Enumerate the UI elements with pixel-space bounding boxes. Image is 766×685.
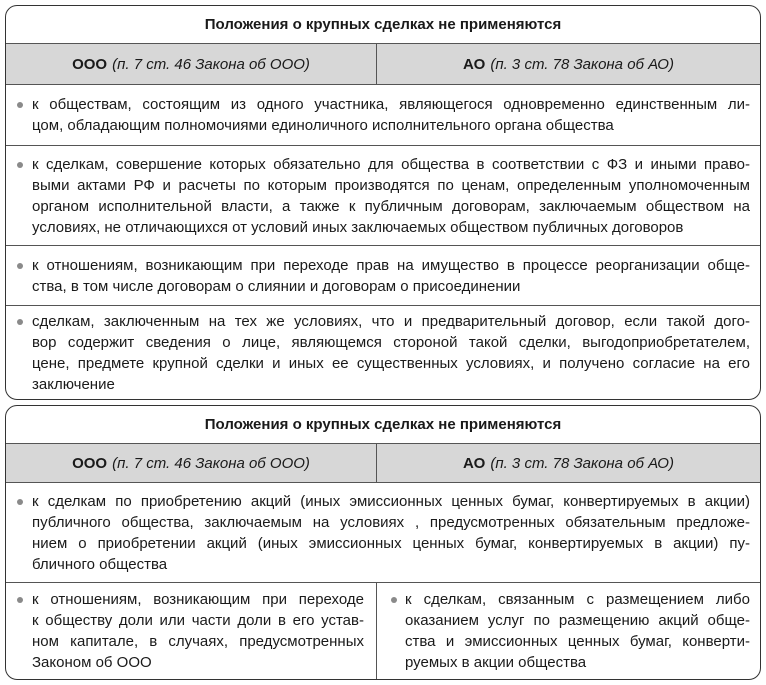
list-item-text (32, 154, 750, 238)
column-name: ООО (72, 454, 108, 472)
list-item-content (17, 94, 750, 136)
list-item-content (17, 255, 750, 297)
text-line: к сделкам, совершение которых обязательно для общества в соответствии с ФЗ и иными право- (32, 155, 750, 173)
list-item-text (32, 311, 750, 395)
text-line: условиях, не отличающихся от условий иных заключаемых обществом публичных договоров (32, 218, 684, 236)
column-name: АО (463, 454, 486, 472)
list-item (6, 146, 760, 246)
text-line: вор содержит сведения о лице, являющемся стороной такой сделки, выгодоприобретателем, (32, 333, 750, 351)
list-item (6, 306, 760, 399)
list-item-content (17, 154, 750, 238)
column-header-ooo (6, 444, 376, 482)
column-reference: (п. 3 ст. 78 Закона об АО) (490, 55, 674, 73)
text-line: к отношениям, возникающим при переходе (32, 591, 364, 608)
text-line: бличного общества (32, 555, 168, 573)
bullet-icon (391, 597, 397, 603)
text-line: руемых в акции общества (405, 654, 587, 671)
text-line: ства, в том числе договорам о слиянии и договорам о присоединении (32, 277, 521, 295)
list-item (6, 85, 760, 146)
list-item-text (32, 589, 364, 673)
text-line: к обществу доли или части доли в его устав- (32, 612, 364, 629)
list-item-text (405, 589, 750, 673)
ao-column-cell (376, 583, 760, 679)
column-header-ao (376, 444, 760, 482)
text-line: к отношениям, возникающим при переходе прав на имущество в процессе реорганизации обще- (32, 256, 750, 274)
list-item-content (17, 311, 750, 395)
column-reference: (п. 3 ст. 78 Закона об АО) (490, 454, 674, 472)
text-line: ства и эмиссионных ценных бумаг, конверти- (405, 633, 750, 650)
bullet-icon (17, 597, 23, 603)
table-title: Положения о крупных сделках не применяются (6, 6, 760, 44)
bullet-icon (17, 102, 23, 108)
list-item (6, 483, 760, 583)
column-reference: (п. 7 ст. 46 Закона об ООО) (112, 55, 310, 73)
column-name: ООО (72, 55, 108, 73)
column-specific-row (6, 583, 760, 679)
list-item-content (17, 589, 364, 673)
text-line: ном капитале, в случаях, предусмотренных (32, 633, 364, 650)
table-title: Положения о крупных сделках не применяются (6, 406, 760, 444)
list-item-text (32, 94, 750, 136)
text-line: цене, предмете крупной сделки и иных ее существенных условиях, и получено согласие на его (32, 354, 750, 372)
text-line: органом исполнительной власти, а также к публичным договорам, заключаемым обществом на (32, 197, 750, 215)
text-line: цом, обладающим полномочиями единоличного исполнительного органа общества (32, 117, 614, 134)
column-name: АО (463, 55, 486, 73)
table-large-deals-exceptions-1 (5, 5, 761, 400)
text-line: к сделкам, связанным с размещением либо (405, 591, 750, 608)
text-line: нием о приобретении акций (иных эмиссионных ценных бумаг, конвертируемых в акции) пу- (32, 534, 750, 552)
column-reference: (п. 7 ст. 46 Закона об ООО) (112, 454, 310, 472)
text-line: сделкам, заключенным на тех же условиях, что и предварительный договор, если такой дого- (32, 312, 750, 330)
bullet-icon (17, 319, 23, 325)
list-item-content (17, 491, 750, 575)
list-item-content (391, 589, 750, 673)
bullet-icon (17, 162, 23, 168)
list-item-text (32, 491, 750, 575)
column-headers (6, 444, 760, 483)
bullet-icon (17, 263, 23, 269)
bullet-icon (17, 499, 23, 505)
column-header-ooo (6, 44, 376, 84)
list-item-text (32, 255, 750, 297)
text-line: к сделкам по приобретению акций (иных эмиссионных ценных бумаг, конвертируемых в акции) (32, 492, 750, 510)
text-line: к обществам, состоящим из одного участника, являющегося одновременно единственным ли- (32, 96, 750, 113)
table-large-deals-exceptions-2 (5, 405, 761, 680)
text-line: оказанием услуг по размещению акций обще- (405, 612, 750, 629)
list-item (6, 246, 760, 306)
text-line: Законом об ООО (32, 654, 152, 671)
text-line: заключение (32, 375, 115, 393)
text-line: выми актами РФ и расчеты по которым производятся по ценам, определенным уполномоченным (32, 176, 750, 194)
column-header-ao (376, 44, 760, 84)
ooo-column-cell (6, 583, 376, 679)
column-headers (6, 44, 760, 85)
text-line: публичного общества, заключаемым на условиях , предусмотренных обязательным предложе- (32, 513, 750, 531)
